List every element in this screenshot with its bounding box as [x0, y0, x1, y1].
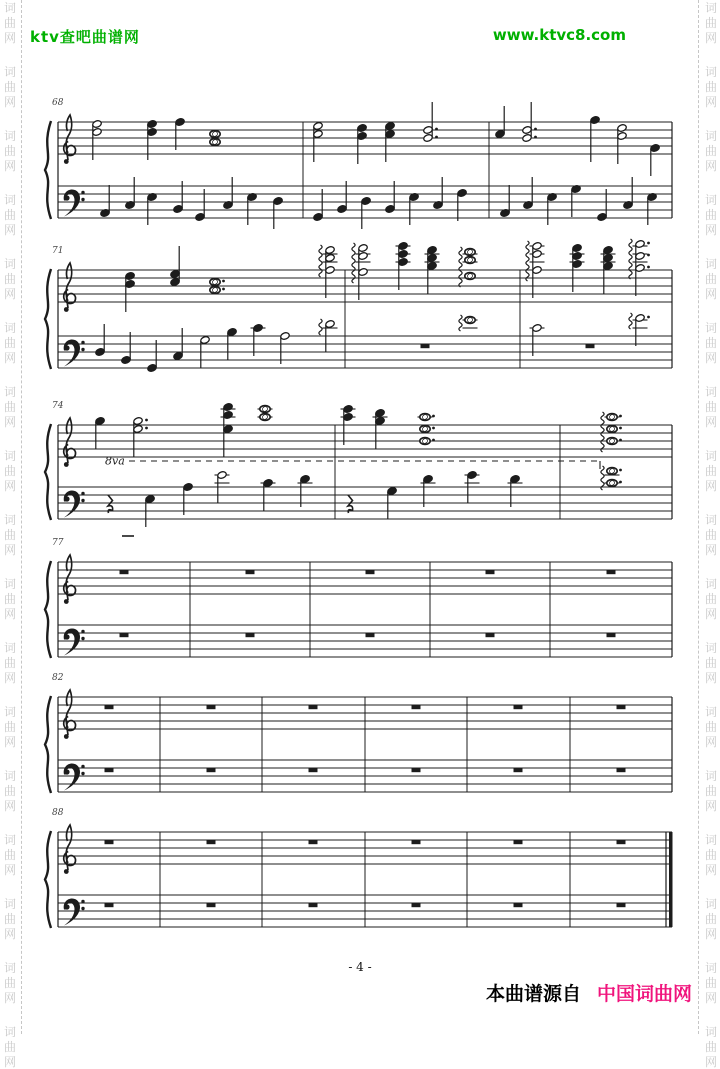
- watermark-char: 曲: [3, 144, 16, 158]
- watermark-char: 曲: [3, 272, 16, 286]
- measure-number: 71: [52, 246, 64, 256]
- system-82: [45, 673, 672, 793]
- watermark-char: 网: [704, 223, 717, 237]
- watermark-char: 曲: [704, 16, 717, 30]
- watermark-char: 网: [704, 31, 717, 45]
- watermark-char: 网: [3, 95, 16, 109]
- watermark-char: 曲: [704, 464, 717, 478]
- watermark-char: 词: [704, 897, 717, 911]
- watermark-char: 曲: [704, 976, 717, 990]
- watermark-char: 词: [3, 1025, 16, 1039]
- watermark-char: 网: [704, 1055, 717, 1069]
- watermark-char: 曲: [704, 144, 717, 158]
- watermark-char: 曲: [704, 848, 717, 862]
- watermark-char: 词: [3, 705, 16, 719]
- watermark-char: 网: [3, 31, 16, 45]
- watermark-char: 网: [704, 351, 717, 365]
- site-url: www.ktvc8.com: [492, 26, 626, 44]
- watermark-char: 曲: [3, 592, 16, 606]
- watermark-char: 词: [704, 961, 717, 975]
- watermark-char: 词: [3, 641, 16, 655]
- watermark-char: 曲: [704, 272, 717, 286]
- system-77: [45, 538, 672, 658]
- watermark-char: 网: [704, 479, 717, 493]
- watermark-char: 网: [704, 799, 717, 813]
- watermark-char: 词: [3, 321, 16, 335]
- measure-number: 82: [52, 673, 64, 683]
- watermark-char: 词: [3, 385, 16, 399]
- watermark-char: 曲: [3, 336, 16, 350]
- page-number: - 4 -: [348, 960, 372, 974]
- watermark-char: 曲: [704, 912, 717, 926]
- watermark-char: 词: [704, 385, 717, 399]
- watermark-char: 网: [3, 1055, 16, 1069]
- watermark-char: 词: [704, 513, 717, 527]
- watermark-char: 曲: [3, 784, 16, 798]
- watermark-char: 曲: [3, 464, 16, 478]
- watermark-char: 曲: [704, 656, 717, 670]
- measure-number: 88: [52, 808, 64, 818]
- watermark-char: 网: [3, 927, 16, 941]
- watermark-char: 网: [704, 415, 717, 429]
- watermark-char: 词: [704, 193, 717, 207]
- watermark-char: 词: [3, 257, 16, 271]
- watermark-char: 曲: [3, 80, 16, 94]
- watermark-char: 网: [704, 95, 717, 109]
- watermark-char: 网: [704, 159, 717, 173]
- measure-number: 74: [52, 401, 64, 411]
- watermark-char: 曲: [704, 336, 717, 350]
- watermark-char: 曲: [3, 720, 16, 734]
- watermark-char: 曲: [704, 80, 717, 94]
- watermark-char: 曲: [704, 784, 717, 798]
- watermark-char: 曲: [3, 400, 16, 414]
- watermark-char: 网: [704, 863, 717, 877]
- watermark-char: 词: [704, 577, 717, 591]
- watermark-char: 网: [704, 543, 717, 557]
- watermark-char: 词: [704, 641, 717, 655]
- watermark-char: 词: [3, 513, 16, 527]
- watermark-char: 词: [704, 705, 717, 719]
- system-74: [45, 401, 672, 527]
- watermark-char: 词: [3, 961, 16, 975]
- watermark-char: 网: [3, 543, 16, 557]
- watermark-char: 网: [3, 351, 16, 365]
- watermark-char: 曲: [704, 400, 717, 414]
- watermark-char: 网: [3, 159, 16, 173]
- system-71: [45, 239, 672, 372]
- watermark-char: 词: [704, 833, 717, 847]
- watermark-char: 网: [3, 415, 16, 429]
- watermark-char: 词: [3, 577, 16, 591]
- watermark-char: 词: [3, 897, 16, 911]
- watermark-char: 网: [704, 607, 717, 621]
- watermark-char: 词: [704, 321, 717, 335]
- watermark-char: 网: [704, 287, 717, 301]
- watermark-char: 网: [704, 735, 717, 749]
- watermark-char: 网: [3, 735, 16, 749]
- watermark-char: 曲: [3, 528, 16, 542]
- source-credit-site: 中国词曲网: [597, 983, 693, 1005]
- watermark-char: 词: [704, 769, 717, 783]
- measure-number: 68: [52, 98, 64, 108]
- watermark-char: 词: [704, 1025, 717, 1039]
- ottava-label: 8va: [105, 454, 125, 468]
- watermark-char: 词: [704, 449, 717, 463]
- watermark-char: 曲: [704, 592, 717, 606]
- watermark-char: 曲: [3, 848, 16, 862]
- watermark-char: 曲: [3, 656, 16, 670]
- watermark-char: 词: [704, 129, 717, 143]
- watermark-char: 网: [3, 863, 16, 877]
- watermark-char: 网: [3, 287, 16, 301]
- watermark-char: 网: [3, 799, 16, 813]
- watermark-char: 词: [704, 257, 717, 271]
- system-68: [45, 98, 672, 229]
- watermark-char: 网: [704, 991, 717, 1005]
- watermark-char: 网: [704, 671, 717, 685]
- watermark-char: 曲: [3, 976, 16, 990]
- watermark-char: 网: [3, 223, 16, 237]
- watermark-char: 曲: [704, 1040, 717, 1054]
- watermark-char: 曲: [3, 1040, 16, 1054]
- source-credit-label: 本曲谱源自: [486, 983, 582, 1005]
- site-name: ktv查吧曲谱网: [30, 28, 140, 46]
- watermark-char: 词: [704, 1, 717, 15]
- watermark-char: 曲: [704, 208, 717, 222]
- measure-number: 77: [52, 538, 64, 548]
- watermark-char: 词: [3, 65, 16, 79]
- watermark-char: 曲: [3, 208, 16, 222]
- watermark-char: 网: [3, 479, 16, 493]
- watermark-char: 词: [3, 449, 16, 463]
- watermark-char: 曲: [704, 528, 717, 542]
- watermark-char: 词: [3, 1, 16, 15]
- watermark-char: 词: [704, 65, 717, 79]
- watermark-char: 词: [3, 769, 16, 783]
- watermark-char: 曲: [704, 720, 717, 734]
- watermark-char: 词: [3, 129, 16, 143]
- watermark-char: 曲: [3, 16, 16, 30]
- watermark-char: 网: [704, 927, 717, 941]
- watermark-char: 词: [3, 193, 16, 207]
- watermark-char: 网: [3, 991, 16, 1005]
- watermark-char: 词: [3, 833, 16, 847]
- watermark-char: 网: [3, 607, 16, 621]
- system-88: [45, 808, 673, 928]
- watermark-char: 网: [3, 671, 16, 685]
- watermark-char: 曲: [3, 912, 16, 926]
